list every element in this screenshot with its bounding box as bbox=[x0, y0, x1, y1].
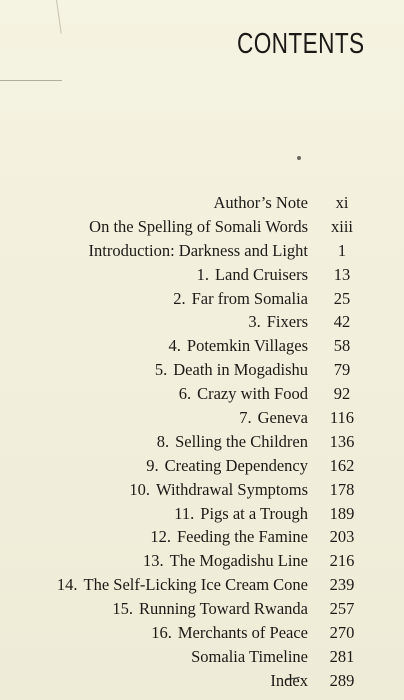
page-number: 216 bbox=[329, 551, 355, 571]
page-number: xi bbox=[335, 192, 349, 212]
page-number: 13 bbox=[333, 264, 351, 284]
entry-title-wrap bbox=[0, 336, 320, 356]
page-number: 257 bbox=[329, 599, 355, 619]
entry-title-wrap bbox=[0, 432, 320, 452]
toc-entry bbox=[0, 191, 404, 215]
entry-title-wrap bbox=[0, 193, 320, 213]
entry-title: On the Spelling of Somali Words bbox=[89, 216, 308, 236]
entry-title: Death in Mogadishu bbox=[173, 360, 308, 380]
entry-title-wrap bbox=[0, 408, 320, 428]
page-number: 58 bbox=[333, 336, 351, 356]
entry-title-wrap bbox=[0, 312, 320, 332]
page-number: 42 bbox=[333, 312, 351, 332]
entry-title: Creating Dependency bbox=[164, 455, 308, 475]
pencil-mark bbox=[56, 0, 62, 34]
entry-title-wrap bbox=[0, 575, 320, 595]
entry-title-wrap bbox=[0, 527, 320, 547]
entry-title: Pigs at a Trough bbox=[200, 503, 308, 523]
page-number: 289 bbox=[329, 670, 355, 690]
page-number: xiii bbox=[330, 216, 353, 236]
chapter-number: 10. bbox=[129, 479, 151, 499]
toc-entry bbox=[0, 358, 404, 382]
entry-title: Geneva bbox=[257, 407, 308, 427]
entry-title-wrap bbox=[0, 384, 320, 404]
chapter-number: 13. bbox=[142, 551, 164, 571]
page-number: 281 bbox=[329, 646, 355, 666]
chapter-number: 8. bbox=[156, 431, 170, 451]
chapter-number: 2. bbox=[173, 288, 186, 308]
entry-title: Merchants of Peace bbox=[177, 622, 308, 642]
toc-entry bbox=[0, 621, 404, 645]
toc-entry bbox=[0, 549, 404, 573]
entry-title: Feeding the Famine bbox=[176, 527, 308, 547]
page-number: 239 bbox=[329, 575, 355, 595]
contents-heading: CONTENTS bbox=[236, 28, 364, 60]
page-number: 203 bbox=[329, 527, 355, 547]
entry-title-wrap bbox=[0, 599, 320, 619]
page-number: 270 bbox=[329, 622, 355, 642]
chapter-number: 1. bbox=[196, 264, 209, 284]
entry-title: Potemkin Villages bbox=[186, 336, 308, 356]
toc-entry bbox=[0, 597, 404, 621]
entry-title-wrap bbox=[0, 456, 320, 476]
entry-title-wrap bbox=[0, 480, 320, 500]
entry-title: The Mogadishu Line bbox=[169, 551, 308, 571]
toc-entry bbox=[0, 382, 404, 406]
entry-title-wrap bbox=[0, 671, 320, 691]
chapter-number: 3. bbox=[248, 312, 261, 332]
entry-title: Withdrawal Symptoms bbox=[156, 479, 308, 499]
page-number: 1 bbox=[337, 240, 347, 260]
entry-title: Far from Somalia bbox=[191, 288, 308, 308]
entry-title: The Self-Licking Ice Cream Cone bbox=[83, 575, 308, 595]
table-of-contents bbox=[0, 191, 404, 693]
page-number: 178 bbox=[329, 479, 355, 499]
entry-title: Index bbox=[270, 670, 308, 690]
chapter-number: 16. bbox=[151, 622, 172, 642]
entry-title-wrap bbox=[0, 623, 320, 643]
toc-entry bbox=[0, 215, 404, 239]
page-number: 92 bbox=[333, 384, 351, 404]
toc-entry bbox=[0, 478, 404, 502]
page-number: 162 bbox=[329, 455, 355, 475]
toc-entry bbox=[0, 334, 404, 358]
entry-title: Running Toward Rwanda bbox=[138, 599, 308, 619]
entry-title-wrap bbox=[0, 217, 320, 237]
entry-title: Author’s Note bbox=[213, 192, 308, 212]
ink-dot bbox=[297, 156, 301, 160]
toc-entry bbox=[0, 406, 404, 430]
toc-entry bbox=[0, 239, 404, 263]
entry-title-wrap bbox=[0, 647, 320, 667]
entry-title: Fixers bbox=[266, 312, 308, 332]
chapter-number: 12. bbox=[150, 527, 171, 547]
entry-title: Introduction: Darkness and Light bbox=[88, 240, 308, 260]
toc-entry bbox=[0, 502, 404, 526]
toc-entry bbox=[0, 525, 404, 549]
toc-entry bbox=[0, 263, 404, 287]
page-number: 79 bbox=[333, 360, 351, 380]
chapter-number: 14. bbox=[56, 575, 78, 595]
pencil-line bbox=[0, 80, 62, 81]
chapter-number: 5. bbox=[154, 360, 168, 380]
entry-title: Land Cruisers bbox=[214, 264, 308, 284]
toc-entry bbox=[0, 645, 404, 669]
page-number: 136 bbox=[329, 431, 355, 451]
chapter-number: 6. bbox=[178, 384, 192, 404]
entry-title: Somalia Timeline bbox=[191, 646, 308, 666]
toc-entry bbox=[0, 573, 404, 597]
chapter-number: 9. bbox=[146, 455, 159, 475]
entry-title-wrap bbox=[0, 265, 320, 285]
page-number: 116 bbox=[329, 407, 355, 427]
chapter-number: 4. bbox=[168, 336, 181, 356]
page-number: 189 bbox=[329, 503, 355, 523]
entry-title-wrap bbox=[0, 241, 320, 261]
page-number: 25 bbox=[333, 288, 351, 308]
chapter-number: 11. bbox=[174, 503, 195, 523]
toc-entry bbox=[0, 287, 404, 311]
chapter-number: 7. bbox=[239, 407, 252, 427]
entry-title: Selling the Children bbox=[175, 431, 308, 451]
entry-title-wrap bbox=[0, 504, 320, 524]
entry-title-wrap bbox=[0, 289, 320, 309]
toc-entry bbox=[0, 310, 404, 334]
entry-title: Crazy with Food bbox=[197, 384, 308, 404]
toc-entry bbox=[0, 454, 404, 478]
chapter-number: 15. bbox=[112, 599, 133, 619]
toc-entry bbox=[0, 669, 404, 693]
entry-title-wrap bbox=[0, 551, 320, 571]
entry-title-wrap bbox=[0, 360, 320, 380]
toc-entry bbox=[0, 430, 404, 454]
